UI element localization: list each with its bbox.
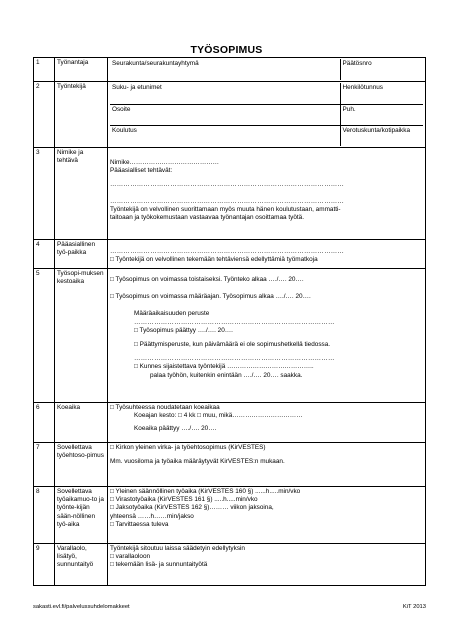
footer-source-link: sakasti.evl.fi/palvelussuhdelomakkeet — [33, 604, 130, 610]
row-label: Työnantaja — [55, 58, 108, 82]
row-label: Sovellettava työaikamuo-to ja työnte-kijän sään-nöllinen työ-aika — [55, 487, 108, 544]
as-needed-checkbox-option[interactable]: □ Tarvittaessa tuleva — [110, 520, 169, 528]
fixed-term-reason-label: Määräaikaisuuden peruste — [134, 310, 210, 318]
row-label: Koeaika — [55, 403, 108, 443]
substitute-checkbox-option[interactable]: □ Kunnes sijaistettava työntekijä ………………………………….. — [134, 363, 314, 371]
row-standby-extra-work — [34, 544, 426, 586]
office-hours-checkbox-option[interactable]: □ Virastotyöaika (KirVESTES 161 §) .....h.....min/vko — [110, 496, 258, 504]
end-date-checkbox-option[interactable]: □ Työsopimus päättyy …./…. 20…. — [134, 326, 233, 334]
substitute-return-clause: palaa työhön, kuitenkin enintään …./…. 20…. saakka. — [150, 371, 303, 379]
row-number: 8 — [34, 487, 55, 544]
travel-checkbox-option[interactable]: □ Työntekijä on velvollinen tekemään tehtäviensä edellyttämiä työmatkoja — [110, 256, 318, 264]
employer-field[interactable]: Seurakunta/seurakuntayhtymä — [112, 60, 199, 67]
row-number: 4 — [34, 240, 55, 269]
trial-period-checkbox-option[interactable]: □ Työsuhteessa noudatetaan koeaikaa — [110, 404, 220, 411]
duty-clause: Työntekijä on velvollinen suorittamaan myös muuta hänen koulutustaan, ammatti- — [110, 205, 341, 213]
row-employer — [34, 58, 426, 82]
job-title-line[interactable]: Nimike…………………………………… — [110, 159, 219, 166]
footer-version: KiT 2013 — [402, 604, 426, 610]
agreement-note: Mm. vuosiloma ja työaika määräytyvät KirVESTES:n mukaan. — [110, 458, 285, 466]
row-number: 2 — [34, 82, 55, 148]
fixed-term-checkbox-option[interactable]: □ Työsopimus on voimassa määräajan. Työsopimus alkaa …./…. 20…. — [110, 293, 311, 301]
personal-id-field[interactable]: Henkilötunnus — [340, 83, 423, 104]
row-trial-period — [34, 403, 426, 443]
row-number: 6 — [34, 403, 55, 443]
standby-checkbox-option[interactable]: □ varallaoloon — [110, 553, 151, 561]
municipality-field[interactable]: Verotuskunta/kotipaikka — [340, 125, 423, 146]
period-hours-checkbox-option[interactable]: □ Jaksotyöaika (KirVESTES 162 §)……… viikon jaksoina, — [110, 504, 274, 512]
end-criteria-line[interactable]: ……………………………………………………………………………… — [134, 355, 335, 363]
address-field[interactable]: Osoite — [110, 104, 340, 125]
duties-line[interactable]: …………………………………………………………………………………………… — [110, 181, 345, 189]
name-field[interactable]: Suku- ja etunimet — [110, 83, 340, 104]
row-label: Työsopi-muksen kestoaika — [55, 269, 108, 403]
indefinite-checkbox-option[interactable]: □ Työsopimus on voimassa toistaiseksi. Työnteko alkaa …./…. 20…. — [110, 276, 304, 283]
row-number: 1 — [34, 58, 55, 82]
document-title: TYÖSOPIMUS — [190, 44, 263, 56]
row-label: Työntekijä — [55, 82, 108, 148]
standby-commitment-text: Työntekijä sitoutuu laissa säädetyin edellytyksin — [110, 545, 245, 552]
workplace-line[interactable]: …………………………………………………………………………………………… — [110, 248, 345, 255]
row-employee — [34, 82, 426, 148]
contract-form — [33, 57, 426, 586]
agreement-checkbox-option[interactable]: □ Kirkon yleinen virka- ja työehtosopimus (KirVESTES) — [110, 444, 266, 451]
row-label: Nimike ja tehtävä — [55, 148, 108, 240]
trial-end-date-line[interactable]: Koeaika päättyy …./…. 20…. — [134, 425, 217, 433]
duty-clause: taitoaan ja työkokemustaan vastaavaa työnantajan osoittamaa työtä. — [110, 213, 304, 221]
row-duration — [34, 269, 426, 403]
row-number: 7 — [34, 443, 55, 487]
row-number: 9 — [34, 544, 55, 586]
extra-work-checkbox-option[interactable]: □ tekemään lisä- ja sunnuntaityötä — [110, 561, 208, 569]
row-working-time — [34, 487, 426, 544]
duties-label: Pääasialliset tehtävät: — [110, 167, 173, 175]
trial-duration-options[interactable]: Koeajan kesto: □ 4 kk □ muu, mikä…………………………… — [134, 412, 303, 420]
fixed-term-reason-line[interactable]: ……………………………………………………………………………… — [134, 318, 335, 326]
phone-field[interactable]: Puh. — [340, 104, 423, 125]
row-number: 3 — [34, 148, 55, 240]
row-title-duties — [34, 148, 426, 240]
decision-number-field[interactable]: Päätösnro — [340, 59, 423, 80]
end-criteria-checkbox-option[interactable]: □ Päättymisperuste, kun päivämäärä ei ole sopimushetkellä tiedossa. — [134, 340, 331, 348]
duties-line[interactable]: …………………………………………………………………………………………… — [110, 197, 345, 205]
row-label: Pääasiallinen työ-paikka — [55, 240, 108, 269]
period-total-line[interactable]: yhteensä ……h……min/jakso — [110, 512, 194, 520]
row-number: 5 — [34, 269, 55, 403]
general-hours-checkbox-option[interactable]: □ Yleinen säännöllinen työaika (KirVESTES 160 §) ......h.....min/vko — [110, 488, 301, 495]
education-field[interactable]: Koulutus — [112, 126, 137, 134]
row-collective-agreement — [34, 443, 426, 487]
row-label: Sovellettava työehtoso-pimus — [55, 443, 108, 487]
row-label: Varallaolo, lisätyö, sunnuntaityö — [55, 544, 108, 586]
row-workplace — [34, 240, 426, 269]
